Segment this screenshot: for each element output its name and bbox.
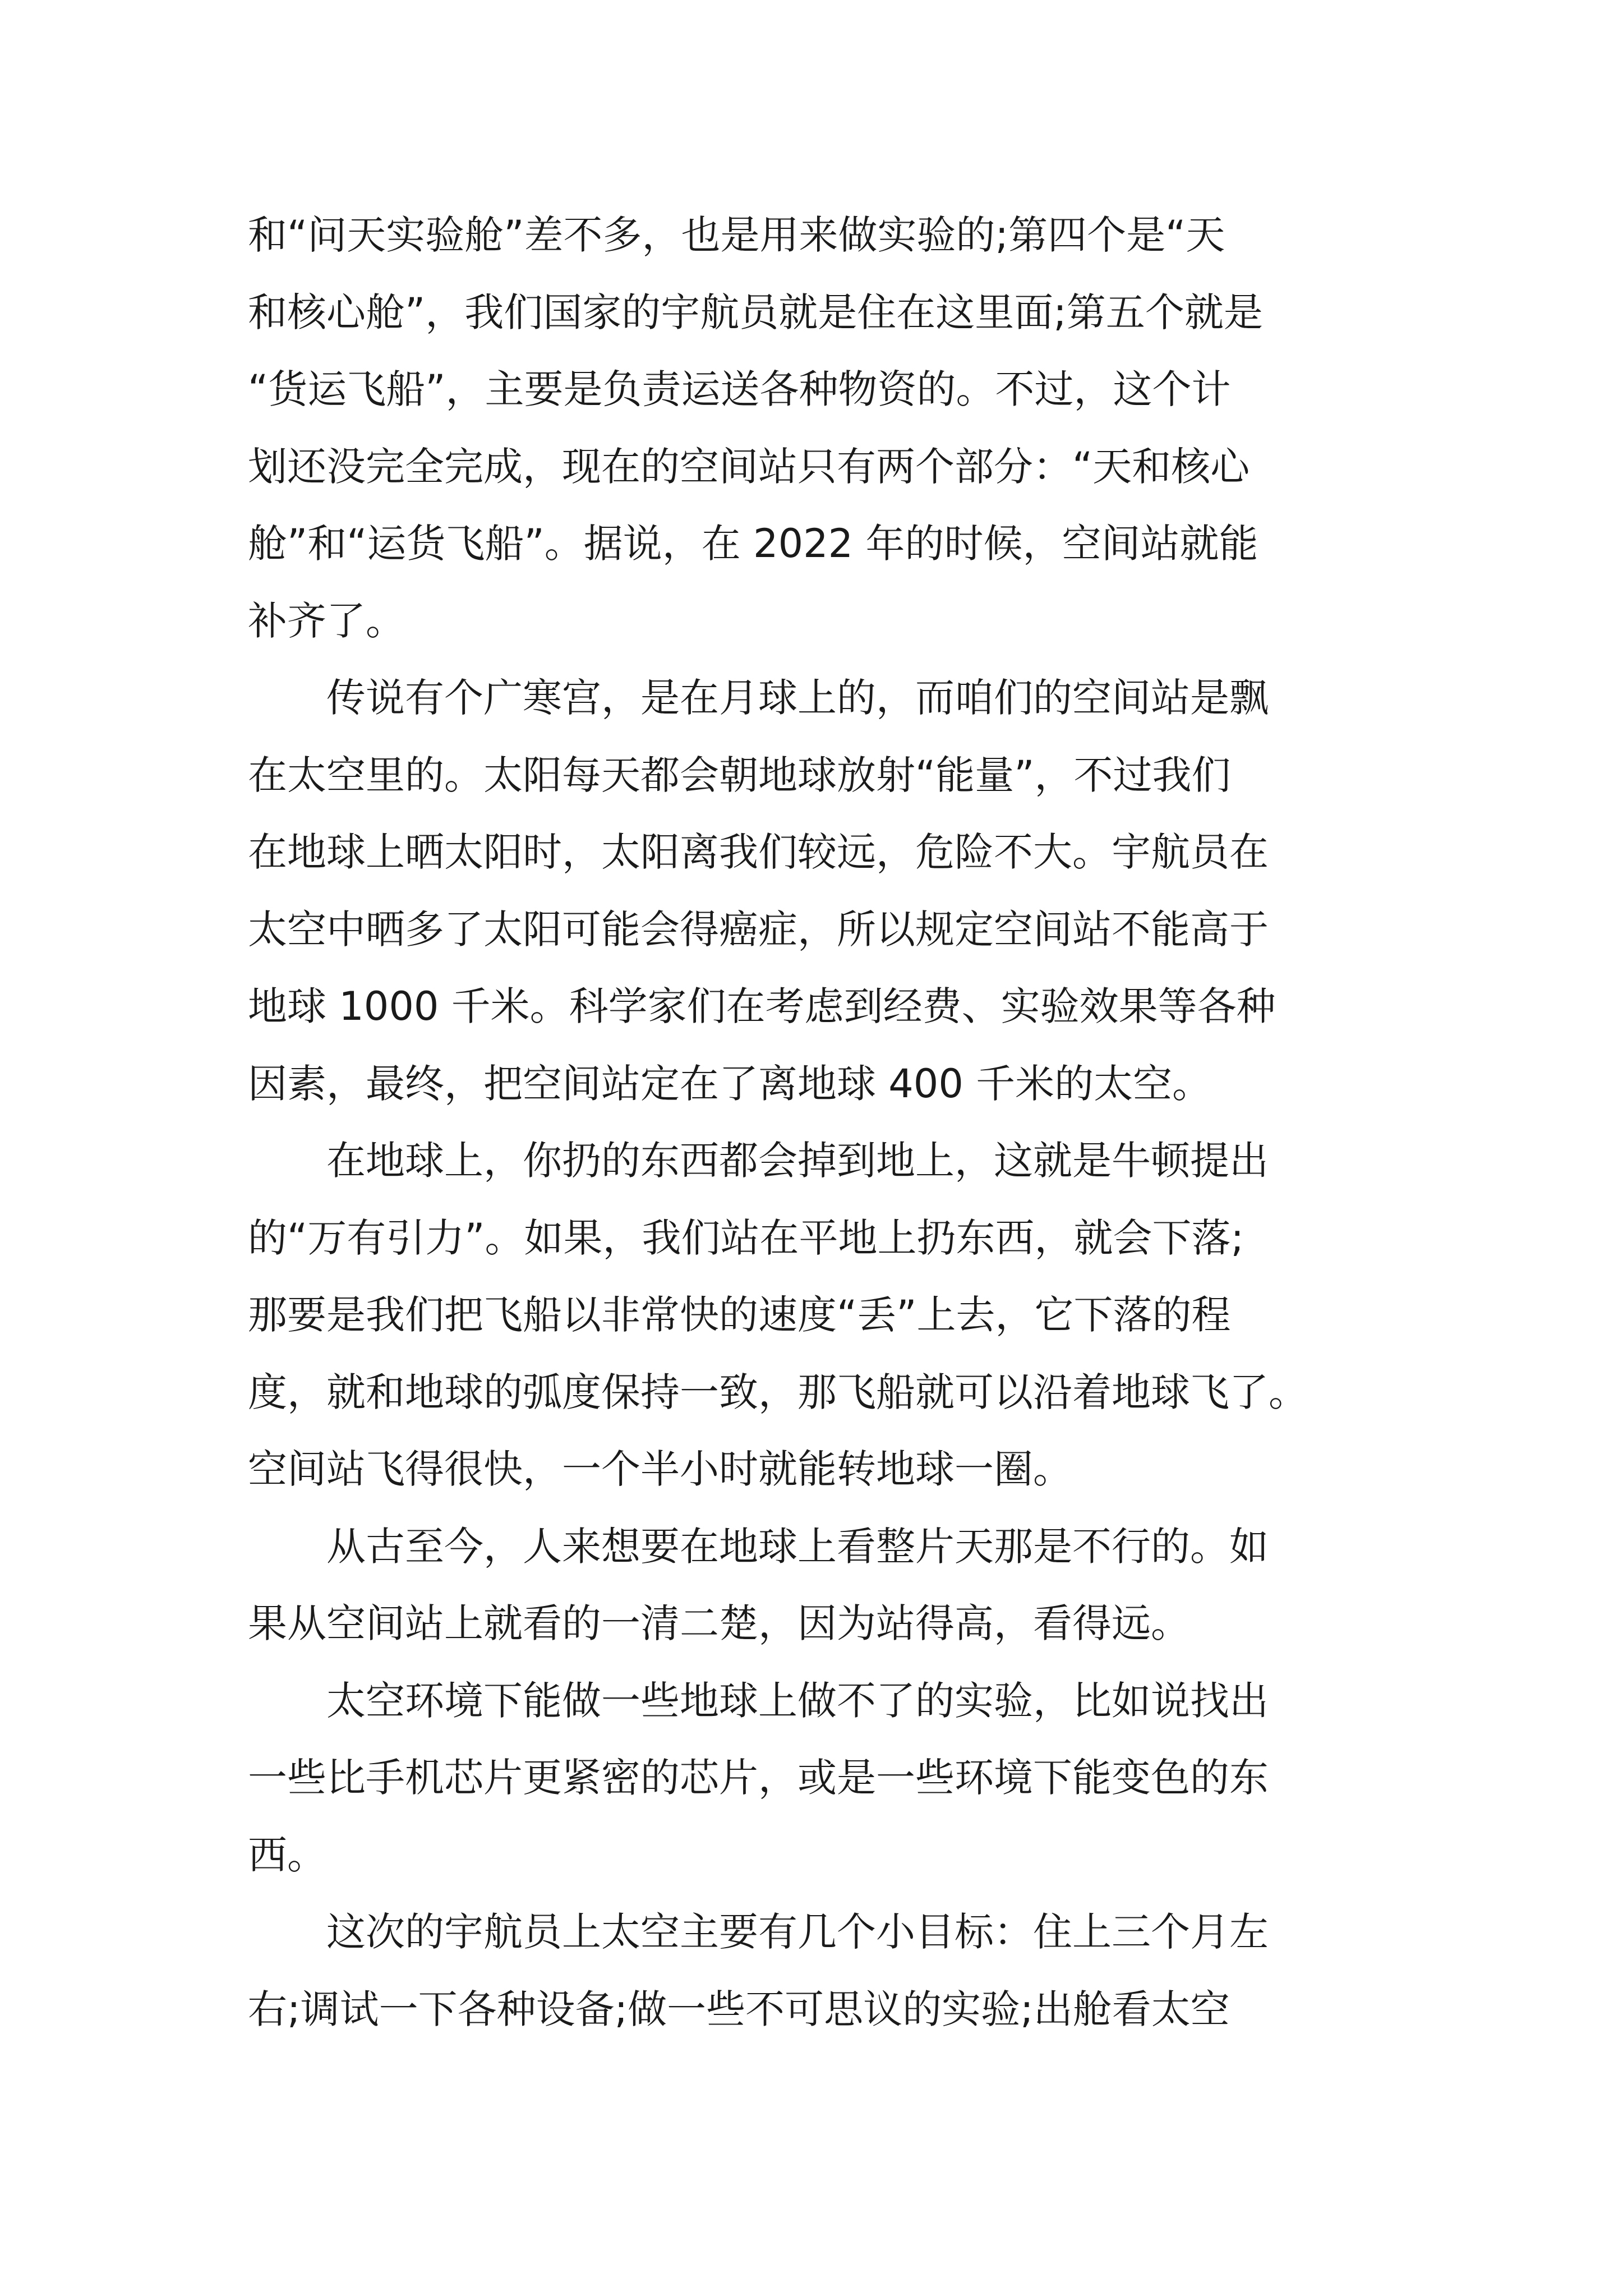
document-body [248,197,1392,2048]
paragraph-1 [248,197,1392,660]
text-line: 在太空里的。太阳每天都会朝地球放射“能量”，不过我们 [248,752,1231,798]
text-line: 那要是我们把飞船以非常快的速度“丢”上去，它下落的程 [248,1292,1231,1338]
text-line: “货运飞船”，主要是负责运送各种物资的。不过，这个计 [248,366,1231,412]
text-line: 右;调试一下各种设备;做一些不可思议的实验;出舱看太空 [248,1986,1230,2032]
text-line: 从古至今，人来想要在地球上看整片天那是不行的。如 [326,1523,1269,1570]
text-line: 太空环境下能做一些地球上做不了的实验，比如说找出 [326,1677,1269,1724]
text-line: 划还没完全完成，现在的空间站只有两个部分：“天和核心 [248,443,1250,490]
text-line: 地球 1000 千米。科学家们在考虑到经费、实验效果等各种 [248,983,1276,1029]
text-line: 和“问天实验舱”差不多，也是用来做实验的;第四个是“天 [248,212,1225,258]
paragraph-2 [248,660,1392,1122]
text-line: 度，就和地球的弧度保持一致，那飞船就可以沿着地球飞了。 [248,1369,1308,1415]
paragraph-6 [248,1894,1392,2048]
text-line: 补齐了。 [248,597,405,644]
text-line: 因素，最终，把空间站定在了离地球 400 千米的太空。 [248,1060,1212,1107]
text-line: 传说有个广寒宫，是在月球上的，而咱们的空间站是飘 [326,675,1269,721]
paragraph-3 [248,1122,1392,1508]
text-line: 一些比手机芯片更紧密的芯片，或是一些环境下能变色的东 [248,1755,1269,1801]
text-line: 在地球上，你扔的东西都会掉到地上，这就是牛顿提出 [326,1138,1269,1184]
text-line: 果从空间站上就看的一清二楚，因为站得高，看得远。 [248,1600,1190,1646]
text-line: 的“万有引力”。如果，我们站在平地上扔东西，就会下落; [248,1214,1244,1261]
paragraph-4 [248,1508,1392,1663]
text-line: 西。 [248,1832,326,1878]
text-line: 在地球上晒太阳时，太阳离我们较远，危险不大。宇航员在 [248,829,1269,875]
text-line: 空间站飞得很快，一个半小时就能转地球一圈。 [248,1446,1072,1492]
text-line: 太空中晒多了太阳可能会得癌症，所以规定空间站不能高于 [248,906,1269,953]
text-line: 这次的宇航员上太空主要有几个小目标：住上三个月左 [326,1909,1269,1955]
text-line: 和核心舱”，我们国家的宇航员就是住在这里面;第五个就是 [248,289,1263,335]
paragraph-5 [248,1663,1392,1894]
text-line: 舱”和“运货飞船”。据说，在 2022 年的时候，空间站就能 [248,521,1258,567]
